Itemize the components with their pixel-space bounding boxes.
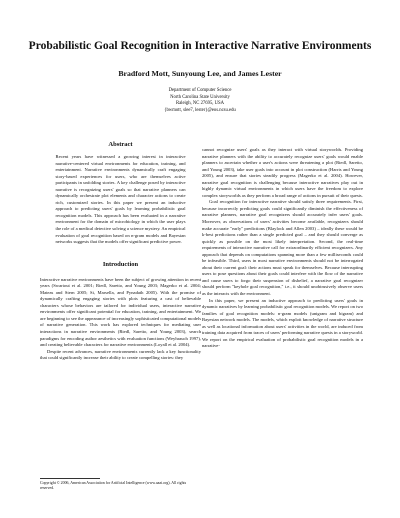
body-paragraph: In this paper, we present an inductive approach to predicting users' goals in dynamic narratives by learning probabilistic goal recognition models. We report on two families of goal recognition models: n-gram models (unigram and bigram) and Bayesian network models. The models, which exploit knowledge of narrative structure as well as locational information about users' activities in the world, are induced from training data acquired from traces of users' performing narrative quests in a storyworld. We report on the empirical evaluation of probabilistic goal recognition models in a narrative- <box>202 297 363 349</box>
introduction-heading: Introduction <box>102 260 139 268</box>
right-column <box>202 147 363 350</box>
affiliation-line: North Carolina State University <box>170 94 230 100</box>
paper-title: Probabilistic Goal Recognition in Interactive Narrative Environments <box>28 40 372 52</box>
affiliation-email: {bwmott, slee7, lester}@eos.ncsu.edu <box>164 107 236 113</box>
copyright-footnote: Copyright © 2006, American Association for Artificial Intelligence (www.aaai.org). All rights reserved. <box>40 481 187 491</box>
footnote-divider <box>40 478 100 479</box>
introduction-paragraph: Despite recent advances, narrative environments currently lack a key functionality that could significantly increase their ability to create compelling stories: they <box>40 348 201 361</box>
introduction-paragraph: Interactive narrative environments have been the subject of growing attention in recent years (Swartout et al. 2001; Riedl, Saretto, and Young 2003; Magerko et al. 2004; Mateas and Stern 2005; Si, Marsella, and Pynadath 2005). With the promise of dynamically crafting engaging stories with plots featuring a cast of believable characters whose behaviors are tailored for individual users, interactive narrative environments offer significant potential for education, training, and entertainment. We are beginning to see the appearance of increasingly sophisticated computational models of narrative generation. This work has explored techniques for mediating user interactions in narrative environments (Riedl, Saretto, and Young 2003), search paradigms for encoding author aesthetics with evaluation functions (Weyhrauch 1997), and creating believable characters for narrative environments (Loyall et al. 2004). <box>40 276 201 348</box>
body-paragraph: cannot recognize users' goals as they interact with virtual storyworlds. Providing narrative planners with the ability to accurately recognize users' goals would enable planners to ascertain whether a user's actions were threatening a plot (Riedl, Saretto, and Young 2003), take user goals into account in plot construction (Harris and Young 2005), and ensure that stories steadily progress (Magerko et al. 2004). However, narrative goal recognition is challenging because interactive narratives play out in highly dynamic virtual environments in which users have the freedom to explore complex storyworlds as they perform a broad range of actions in pursuit of their quests. <box>202 147 363 198</box>
left-column <box>40 140 201 362</box>
affiliation-line: Raleigh, NC 27695, USA <box>175 101 225 107</box>
abstract-heading: Abstract <box>108 141 133 148</box>
affiliation-line: Department of Computer Science <box>168 88 232 93</box>
affiliation-block <box>20 88 380 114</box>
abstract-text: Recent years have witnessed a growing interest in interactive narrative-centered virtual environments for education, training, and entertainment. Narrative environments dynamically craft engaging story-based experiences for users, who are themselves active participants in unfolding stories. A key challenge posed by interactive narrative is recognizing users' goals so that narrative planners can dynamically orchestrate plot elements and character actions to create rich, customized stories. In this paper we present an inductive approach to predicting users' goals by learning probabilistic goal recognition models. This approach has been evaluated in a narrative environment for the domain of microbiology in which the user plays the role of a medical detective solving a science mystery. An empirical evaluation of goal recognition based on n-gram models and Bayesian networks suggests that the models offer significant predictive power. <box>55 154 186 245</box>
paper-authors: Bradford Mott, Sunyoung Lee, and James Lester <box>118 69 282 78</box>
body-paragraph: Goal recognition for interactive narrative should satisfy three requirements. First, because incorrectly predicting goals could significantly diminish the effectiveness of narrative planners, narrative goal recognizers should accurately infer users' goals. Moreover, as observations of users' activities become available, recognizers should make accurate "early" predictions (Blaylock and Allen 2003) – ideally these would be k-best predictions rather than a single predicted goal – and they should converge as quickly as possible on the most likely interpretation. Second, the real-time requirements of interactive narrative call for extraordinarily efficient recognizers. Any approach that depends on computations spanning more than a few milliseconds could be infeasible. Third, users in most narrative environments should not be interrogated about their current goal: their actions must speak for themselves. Because interrupting users to pose questions about their goals could interfere with the flow of the narrative and cause users to forgo their suspension of disbelief, a narrative goal recognizer should perform "keyhole goal recognition," i.e., it should unobtrusively observe users as the interacts with the environment. <box>202 199 363 297</box>
